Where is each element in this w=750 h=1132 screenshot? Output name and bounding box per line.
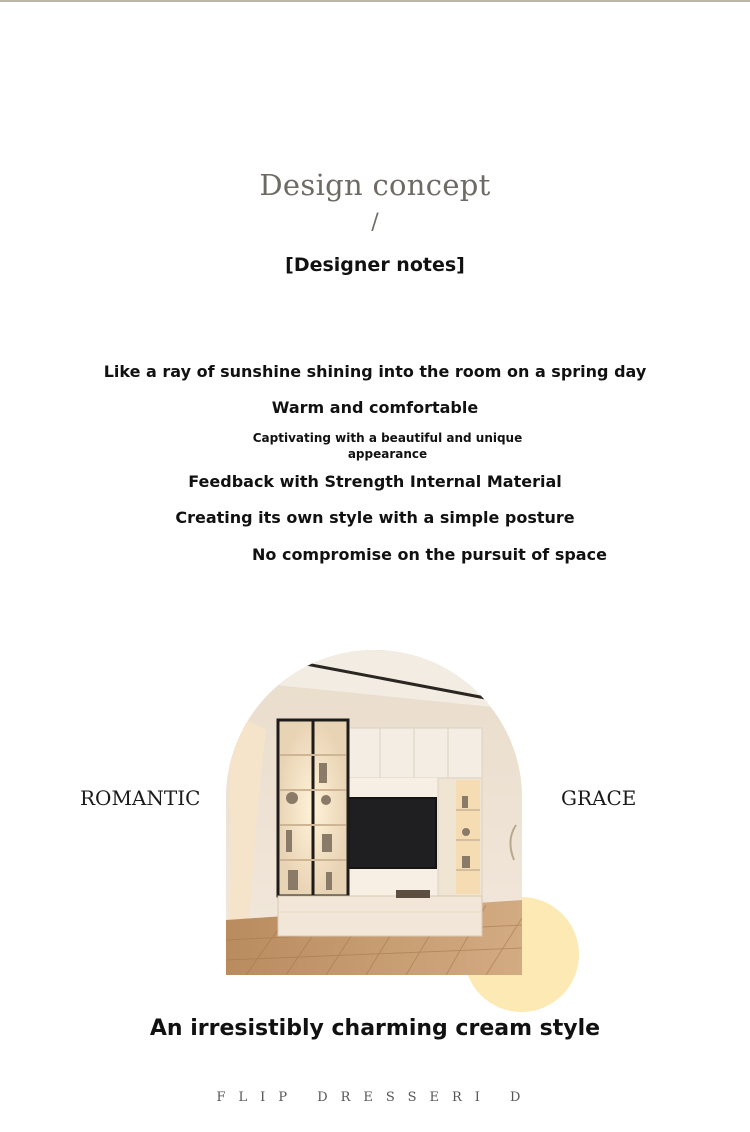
section-subtitle: [Designer notes] — [285, 254, 465, 276]
product-photo — [226, 650, 522, 975]
note-line-4: Feedback with Strength Internal Material — [188, 472, 562, 491]
note-line-6: No compromise on the pursuit of space — [252, 545, 607, 564]
note-line-5: Creating its own style with a simple posture — [175, 508, 575, 527]
grace-label: GRACE — [561, 786, 637, 810]
page-title: Design concept — [259, 168, 491, 202]
tagline: An irresistibly charming cream style — [149, 1016, 601, 1041]
romantic-label: ROMANTIC — [80, 786, 201, 810]
note-line-1: Like a ray of sunshine shining into the room on a spring day — [103, 362, 647, 381]
title-separator: / — [371, 210, 379, 235]
top-divider — [0, 0, 750, 2]
note-line-2: Warm and comfortable — [271, 398, 479, 417]
brand-name: FLIP DRESSERI D — [216, 1090, 534, 1105]
note-line-3: Captivating with a beautiful and unique appearance — [252, 431, 523, 461]
